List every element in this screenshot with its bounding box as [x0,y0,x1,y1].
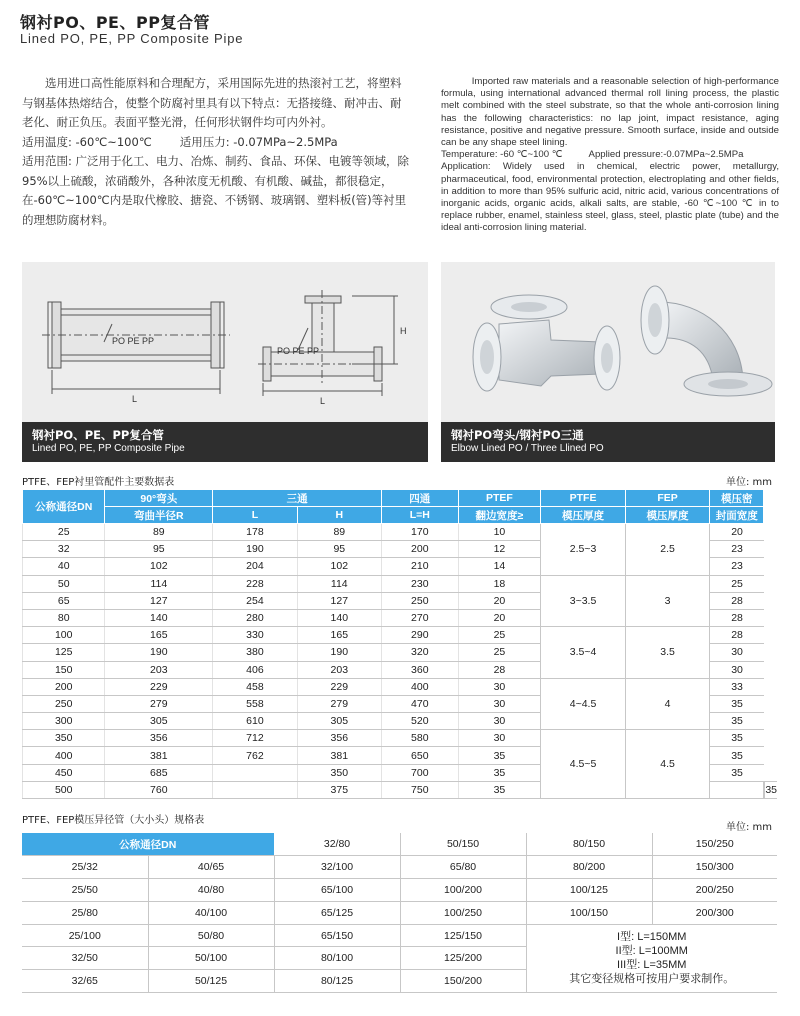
intro-cn-temp: 适用温度: -60℃~100℃ [22,134,152,149]
table-cell: 712 [213,730,297,747]
table2-title: PTFE、FEP模压异径管（大小头）规格表 [22,815,205,826]
table-cell: 20 [458,609,541,626]
table-cell: 100/250 [400,901,526,924]
table-cell: 330 [213,627,297,644]
table-cell: 12 [458,541,541,558]
note-line: III型: L=35MM [617,959,687,972]
table-cell: 150/200 [400,970,526,993]
table-cell: 35 [458,781,541,798]
table-cell: 190 [297,644,381,661]
caption-cn: 钢衬PO弯头/钢衬PO三通 [451,428,584,442]
table-cell: 125 [23,644,105,661]
reducer-type-note [526,924,777,992]
table-cell: 30 [458,713,541,730]
table-cell: 35 [710,695,764,712]
intro-cn-conditions [22,133,410,153]
table-cell [710,781,764,798]
table-cell: 50/150 [400,833,526,856]
table-cell: 28 [710,609,764,626]
table-cell: 140 [297,609,381,626]
table-cell: 30 [458,678,541,695]
intro-cn-pressure: 适用压力: -0.07MPa~2.5MPa [179,134,338,149]
table-cell: 89 [105,524,213,541]
table-cell: 229 [297,678,381,695]
table1-subheader-row [23,507,778,524]
table-cell: 4 [625,678,709,730]
table-cell: 50/125 [148,970,274,993]
pipe-drawing-caption [22,422,428,462]
table-cell: 300 [23,713,105,730]
table-cell: 381 [297,747,381,764]
table-cell: 290 [381,627,458,644]
table-cell: 25/50 [22,879,148,902]
intro-en-pressure: Applied pressure:-0.07MPa~2.5MPa [588,149,744,161]
table-cell: 200 [23,678,105,695]
caption-en: Elbow Lined PO / Three Llined PO [451,443,604,454]
table-cell: 89 [297,524,381,541]
table-cell: 305 [105,713,213,730]
table-cell: 80/100 [274,947,400,970]
table-cell: 50/100 [148,947,274,970]
table-cell: 270 [381,609,458,626]
table-cell: 200/300 [652,901,777,924]
table-row [23,524,778,541]
header-tee: 三通 [213,490,382,507]
drawing-dim-l: L [132,394,138,404]
header-dn: 公称通径DN [23,490,105,524]
table-cell: 380 [213,644,297,661]
reducer-spec-table [22,833,777,993]
table-cell: 30 [458,695,541,712]
page-subtitle: Lined PO, PE, PP Composite Pipe [20,31,244,46]
note-line: I型: L=150MM [617,931,687,944]
table-cell: 35 [765,781,777,798]
table-cell: 35 [710,730,764,747]
table-cell: 50 [23,575,105,592]
tee-fitting [473,295,620,391]
table-cell: 350 [297,764,381,781]
table-cell: 100/125 [526,879,652,902]
table-cell: 32/50 [22,947,148,970]
table-cell: 127 [297,592,381,609]
header-seal-width: 封面宽度 [710,507,764,524]
table-cell: 150 [23,661,105,678]
table-cell: 356 [297,730,381,747]
table-cell: 165 [297,627,381,644]
note-line: 其它变径规格可按用户要求制作。 [569,973,735,986]
table-cell: 356 [105,730,213,747]
table-cell: 685 [105,764,213,781]
drawing-dim-l-tee: L [320,396,326,406]
drawing-label-materials: PO PE PP [112,336,155,346]
pipe-drawing [22,262,428,422]
table-cell: 610 [213,713,297,730]
table-cell: 35 [458,764,541,781]
table-cell: 150/300 [652,856,777,879]
table-cell: 2.5 [625,524,709,576]
table-cell: 279 [105,695,213,712]
page-title: 钢衬PO、PE、PP复合管 [20,13,210,32]
intro-en-application: Application: Widely used in chemical, electric power, metallurgy, pharmaceutical, food, environmental protection, electroplating and other fields, in addition to more than 95% sulfuric acid, nitric acid, various concentrations of inorganic acids, organic acids, alkali salts, are stable, -60 ℃~100 ℃ in to replace rubber, enamel, stainless steel, glass, steel, plastic plate (tube) and the ideal anti-corrosion lining material. [441,161,779,234]
table-cell: 3~3.5 [541,575,626,627]
table-row [23,678,778,695]
table-cell: 178 [213,524,297,541]
table-cell: 65/80 [400,856,526,879]
table-cell: 4.5 [625,730,709,799]
table-cell: 210 [381,558,458,575]
table-cell: 203 [105,661,213,678]
table-cell: 25 [710,575,764,592]
header-ptfe-thickness: 模压厚度 [541,507,626,524]
table-cell: 40/65 [148,856,274,879]
table-cell: 25 [458,627,541,644]
table-cell: 80/150 [526,833,652,856]
table-row [22,901,777,924]
table-cell: 33 [710,678,764,695]
table1-title: PTFE、FEP衬里管配件主要数据表 [22,477,175,488]
table-row [22,924,777,947]
table-cell: 450 [23,764,105,781]
table-row [23,575,778,592]
table-cell: 150/250 [652,833,777,856]
header-elbow-radius: 弯曲半径R [105,507,213,524]
table-cell: 23 [710,558,764,575]
table-cell: 750 [381,781,458,798]
header-fep-thickness: 模压厚度 [625,507,709,524]
table-cell: 114 [297,575,381,592]
table-cell: 3 [625,575,709,627]
header-dn: 公称通径DN [22,833,274,856]
table-cell: 520 [381,713,458,730]
header-ptef-width: 翻边宽度≥ [458,507,541,524]
table-cell: 30 [710,661,764,678]
table1-header-row [23,490,778,507]
table-cell: 35 [710,713,764,730]
table-cell: 458 [213,678,297,695]
fittings-photo [441,262,775,422]
header-fep: FEP [625,490,709,507]
table-cell: 250 [381,592,458,609]
table-cell: 203 [297,661,381,678]
table-cell: 500 [23,781,105,798]
table-cell: 400 [381,678,458,695]
intro-en-temp: Temperature: -60 ℃~100 ℃ [441,149,563,161]
table2-header-row [22,833,777,856]
table-cell: 30 [458,730,541,747]
table-cell: 760 [105,781,213,798]
table-cell: 28 [458,661,541,678]
table-cell: 360 [381,661,458,678]
table-cell: 375 [297,781,381,798]
table-cell: 65 [23,592,105,609]
header-seal: 模压密 [710,490,764,507]
table-cell: 35 [458,747,541,764]
table-cell: 279 [297,695,381,712]
table-cell: 25 [458,644,541,661]
fittings-photo-caption [441,422,775,462]
table-cell: 114 [105,575,213,592]
table-cell: 125/150 [400,924,526,947]
note-line: II型: L=100MM [615,945,688,958]
table-cell: 40/100 [148,901,274,924]
intro-en-conditions [441,149,779,161]
table-cell: 165 [105,627,213,644]
table-cell: 14 [458,558,541,575]
table-cell: 65/125 [274,901,400,924]
intro-cn-paragraph: 选用进口高性能原料和合理配方，采用国际先进的热滚衬工艺，将塑料与钢基体热熔结合，使整个防腐衬里具有以下特点：无搭接缝、耐冲击、耐老化、耐正负压。表面平整光滑，任何形状钢件均可内外衬。 [22,76,402,129]
table2-unit: 单位: mm [726,822,773,833]
table-cell: 40/80 [148,879,274,902]
table-cell: 170 [381,524,458,541]
table-cell: 32/80 [274,833,400,856]
table-cell: 406 [213,661,297,678]
table-cell: 230 [381,575,458,592]
table-cell: 320 [381,644,458,661]
table-cell: 102 [105,558,213,575]
table-cell: 140 [105,609,213,626]
header-ptfe: PTFE [541,490,626,507]
table-cell: 280 [213,609,297,626]
elbow-fitting [641,286,772,396]
header-tee-l: L [213,507,297,524]
table-cell: 25/80 [22,901,148,924]
table-cell: 250 [23,695,105,712]
table-cell: 3.5 [625,627,709,679]
table-cell: 40 [23,558,105,575]
table-cell: 18 [458,575,541,592]
header-tee-h: H [297,507,381,524]
table-cell: 32/65 [22,970,148,993]
table-cell: 65/150 [274,924,400,947]
table-cell: 25 [23,524,105,541]
caption-cn: 钢衬PO、PE、PP复合管 [32,428,164,442]
intro-chinese [22,74,410,230]
table-cell: 80/200 [526,856,652,879]
table-cell: 4.5~5 [541,730,626,799]
table-cell: 200/250 [652,879,777,902]
table-cell: 190 [105,644,213,661]
drawing-dim-h: H [400,326,407,336]
table-cell: 50/80 [148,924,274,947]
table-cell: 95 [297,541,381,558]
table-cell: 470 [381,695,458,712]
caption-en: Lined PO, PE, PP Composite Pipe [32,443,185,454]
header-cross-lh: L=H [381,507,458,524]
table-cell: 125/200 [400,947,526,970]
table-cell: 10 [458,524,541,541]
table-row [22,879,777,902]
table-cell: 102 [297,558,381,575]
intro-english [441,76,779,235]
table-cell: 35 [710,747,764,764]
table-cell: 305 [297,713,381,730]
table-cell: 35 [710,764,764,781]
table-cell: 30 [710,644,764,661]
table-cell: 100/200 [400,879,526,902]
table-cell: 127 [105,592,213,609]
table-cell: 28 [710,592,764,609]
table-cell: 650 [381,747,458,764]
table-cell: 580 [381,730,458,747]
table-cell: 80/125 [274,970,400,993]
table-cell: 4~4.5 [541,678,626,730]
table-cell: 32/100 [274,856,400,879]
header-elbow: 90°弯头 [105,490,213,507]
table-cell [213,764,297,781]
table-cell: 3.5~4 [541,627,626,679]
header-cross: 四通 [381,490,458,507]
table-cell: 100/150 [526,901,652,924]
intro-cn-scope: 适用范围: 广泛用于化工、电力、冶炼、制药、食品、环保、电镀等领域，除95%以上硫酸，浓硝酸外，各种浓度无机酸、有机酸、碱盐，都很稳定，在-60℃~100℃内是取代橡胶、搪瓷、不锈钢、玻璃钢、塑料板(管)等衬里的理想防腐材料。 [22,154,410,227]
table-cell: 95 [105,541,213,558]
table-cell: 204 [213,558,297,575]
table-cell: 381 [105,747,213,764]
table-cell: 23 [710,541,764,558]
table-cell: 25/32 [22,856,148,879]
table-cell: 400 [23,747,105,764]
table-cell: 28 [710,627,764,644]
table-cell: 200 [381,541,458,558]
table-cell: 190 [213,541,297,558]
table-cell: 80 [23,609,105,626]
fittings-data-table [22,489,777,799]
table-cell: 700 [381,764,458,781]
table-cell: 350 [23,730,105,747]
table-cell: 20 [458,592,541,609]
table-cell: 100 [23,627,105,644]
intro-en-paragraph: Imported raw materials and a reasonable selection of high-performance formula, using international advanced thermal roll lining process, the plastic melt combined with the steel substrate, so that the whole anti-corrosion lining has the following characteristics: no lap joint, impact resistance, aging resistance, positive and negative pressure. Smooth surface, inside and outside can be any shape steel lining. [441,76,779,149]
header-ptef: PTEF [458,490,541,507]
table-cell: 20 [710,524,764,541]
drawing-label-materials-tee: PO PE PP [277,346,320,356]
table-cell: 25/100 [22,924,148,947]
pipe-drawing-panel [22,262,428,462]
table-cell [213,781,297,798]
table-cell: 229 [105,678,213,695]
table1-unit: 单位: mm [726,477,773,488]
table-row [22,856,777,879]
table-cell: 762 [213,747,297,764]
table-cell: 254 [213,592,297,609]
table-cell: 228 [213,575,297,592]
table-row [23,627,778,644]
table-row [23,730,778,747]
table-cell: 558 [213,695,297,712]
table-cell: 2.5~3 [541,524,626,576]
table-cell: 65/100 [274,879,400,902]
fittings-photo-panel [441,262,775,462]
table-cell: 32 [23,541,105,558]
